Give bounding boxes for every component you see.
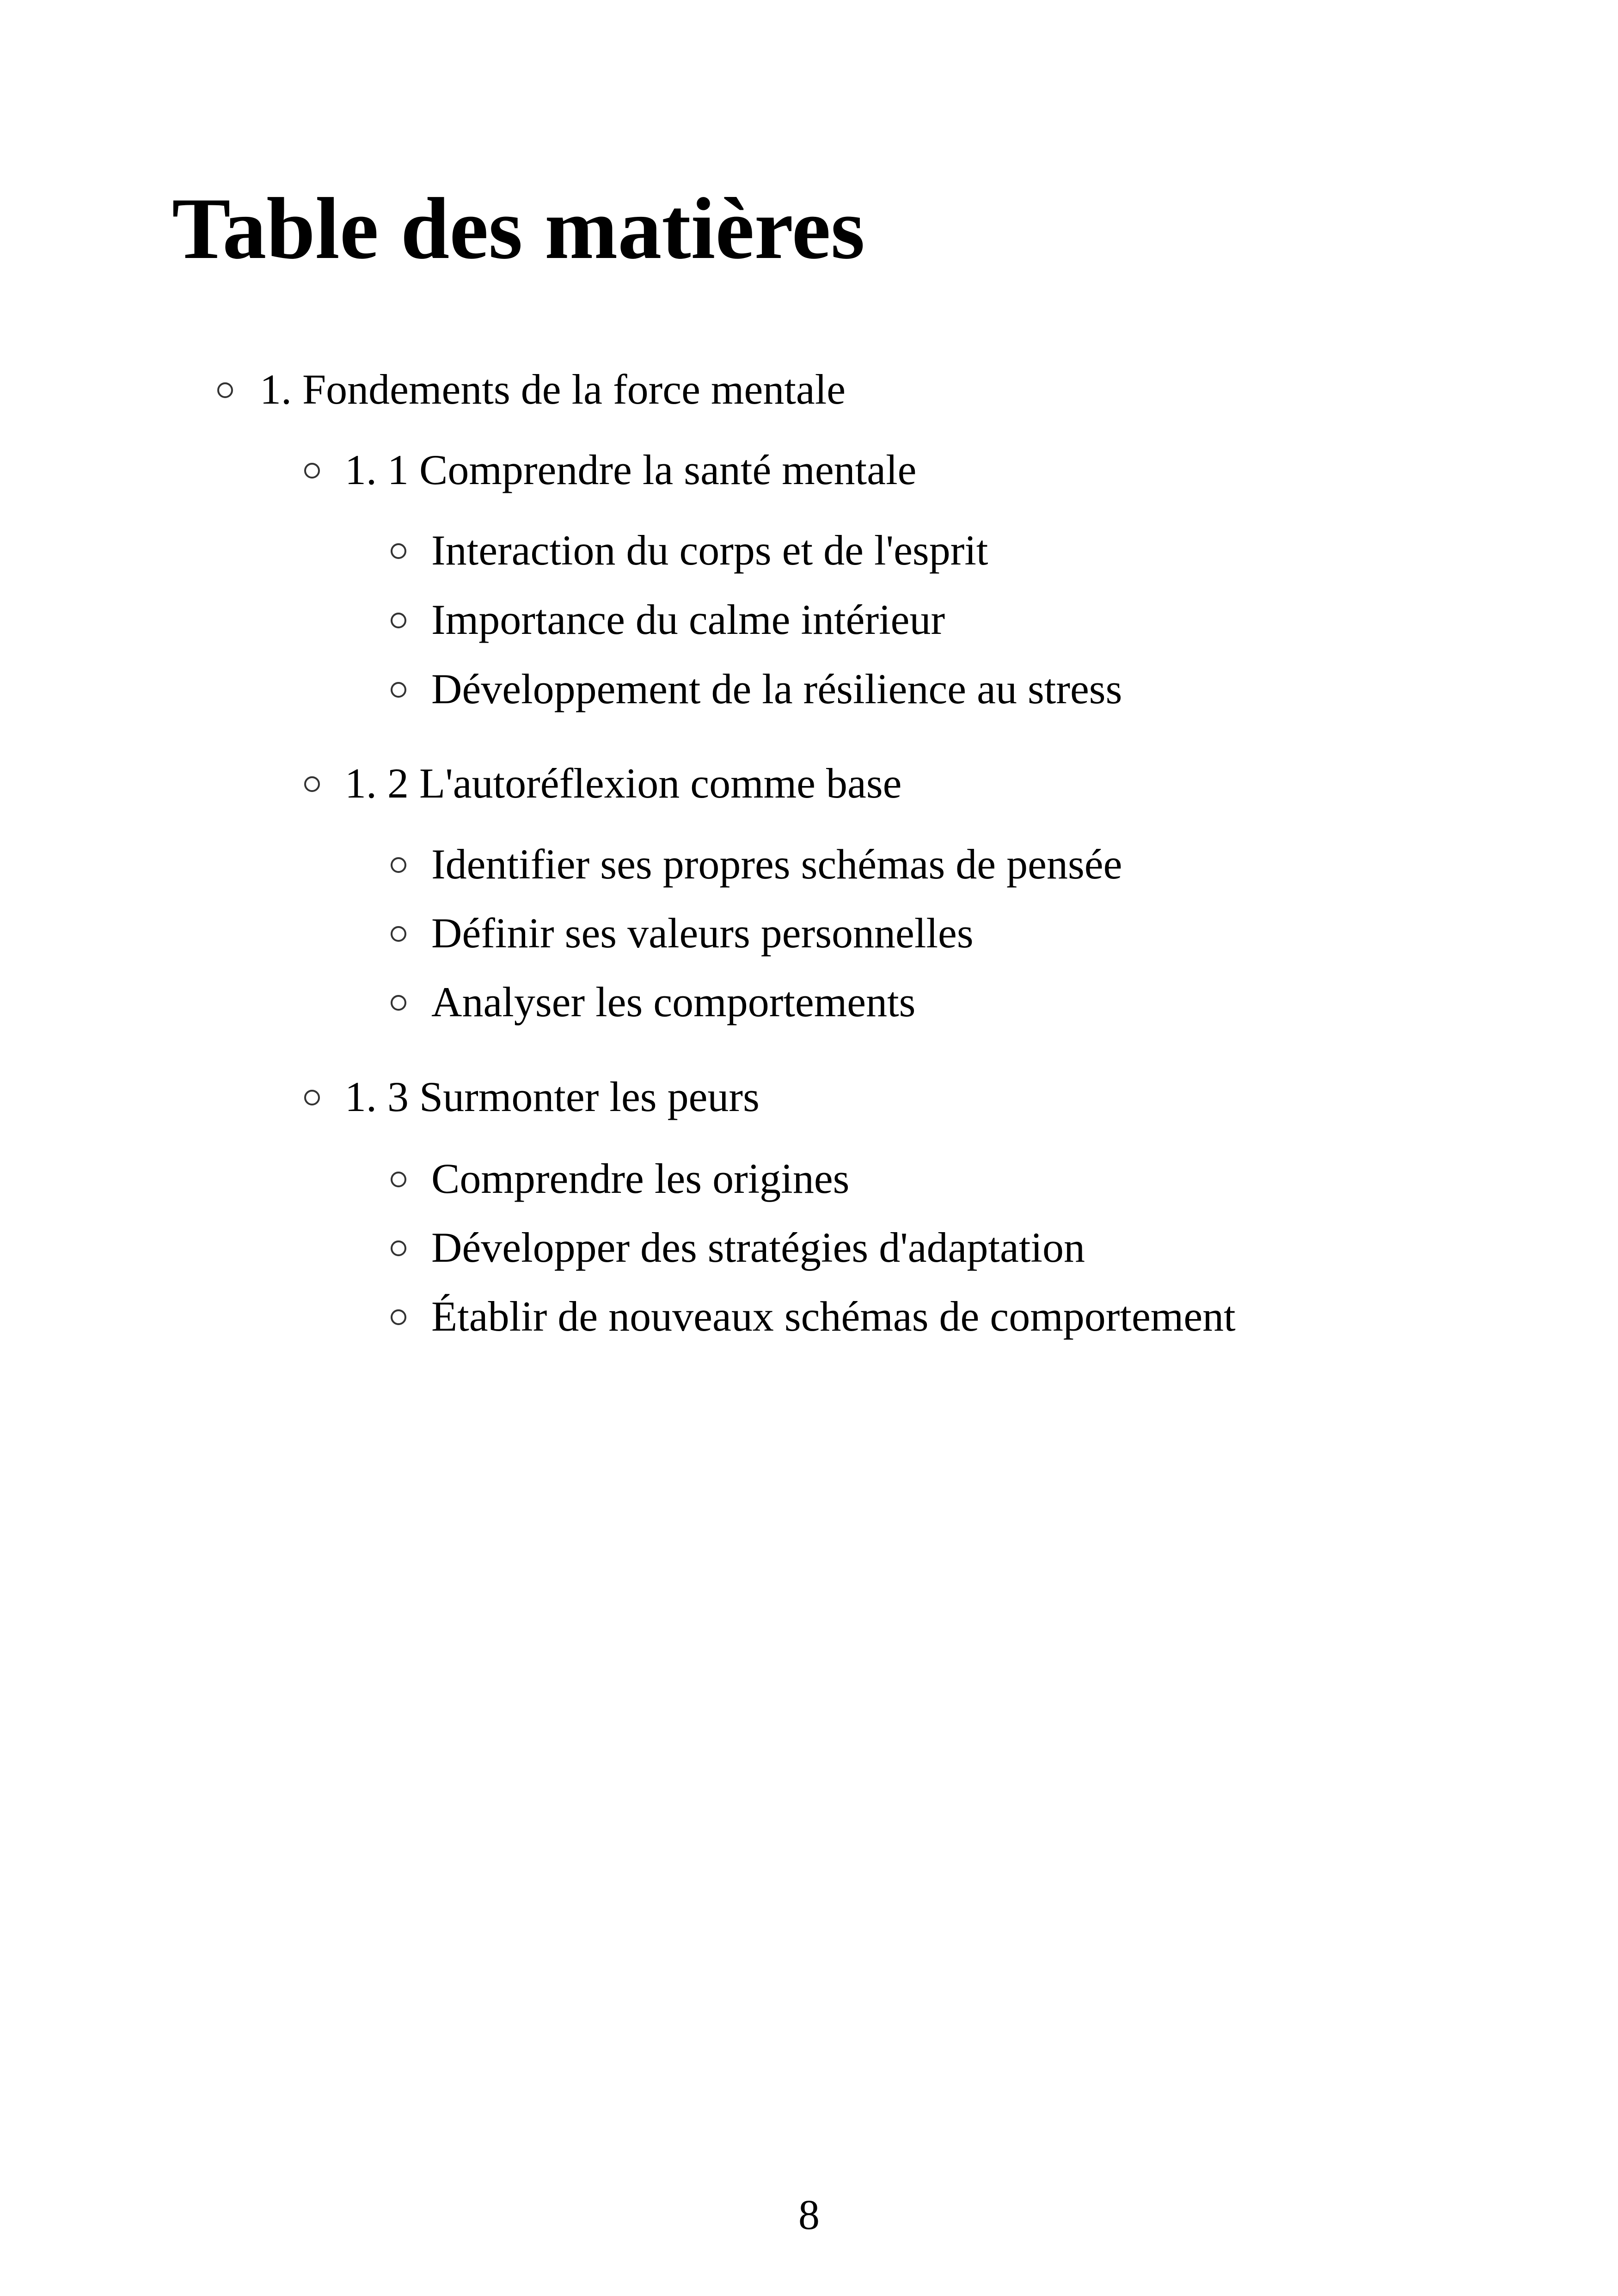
- toc-item-label: Développement de la résilience au stress: [431, 665, 1122, 712]
- page-title: Table des matières: [172, 180, 865, 277]
- toc-section-label: 1. 3 Surmonter les peurs: [345, 1073, 760, 1120]
- toc-item-label: Définir ses valeurs personnelles: [431, 909, 974, 957]
- toc-section-label: 1. 1 Comprendre la santé mentale: [345, 446, 917, 493]
- toc-item-label: Analyser les comportements: [431, 978, 916, 1025]
- toc-chapter-1[interactable]: [217, 362, 846, 417]
- circle-bullet-icon: [217, 382, 233, 398]
- toc-item[interactable]: [391, 1220, 1085, 1275]
- circle-bullet-icon: [304, 776, 320, 792]
- circle-bullet-icon: [304, 1090, 320, 1105]
- toc-item-label: Comprendre les origines: [431, 1155, 850, 1202]
- circle-bullet-icon: [391, 1240, 406, 1256]
- page-number: 8: [798, 2191, 820, 2238]
- toc-item[interactable]: [391, 522, 988, 578]
- toc-item[interactable]: [391, 836, 1122, 892]
- toc-item[interactable]: [391, 1151, 850, 1206]
- toc-item-label: Établir de nouveaux schémas de comportement: [431, 1293, 1236, 1340]
- circle-bullet-icon: [391, 543, 406, 559]
- toc-item-label: Interaction du corps et de l'esprit: [431, 527, 988, 574]
- toc-item-label: Développer des stratégies d'adaptation: [431, 1224, 1085, 1271]
- toc-section-1-2[interactable]: [304, 755, 902, 811]
- circle-bullet-icon: [391, 1172, 406, 1187]
- toc-section-1-3[interactable]: [304, 1069, 760, 1124]
- circle-bullet-icon: [391, 613, 406, 628]
- toc-item-label: Importance du calme intérieur: [431, 596, 945, 643]
- circle-bullet-icon: [391, 995, 406, 1011]
- toc-item[interactable]: [391, 1289, 1236, 1344]
- toc-section-label: 1. 2 L'autoréflexion comme base: [345, 760, 902, 807]
- toc-item[interactable]: [391, 974, 916, 1030]
- toc-section-1-1[interactable]: [304, 442, 917, 497]
- toc-item[interactable]: [391, 661, 1122, 717]
- circle-bullet-icon: [391, 1309, 406, 1325]
- circle-bullet-icon: [391, 857, 406, 873]
- circle-bullet-icon: [304, 463, 320, 479]
- toc-chapter-label: 1. Fondements de la force mentale: [260, 366, 846, 413]
- toc-item[interactable]: [391, 905, 974, 961]
- toc-item[interactable]: [391, 592, 945, 647]
- toc-item-label: Identifier ses propres schémas de pensée: [431, 841, 1122, 888]
- circle-bullet-icon: [391, 682, 406, 698]
- circle-bullet-icon: [391, 926, 406, 942]
